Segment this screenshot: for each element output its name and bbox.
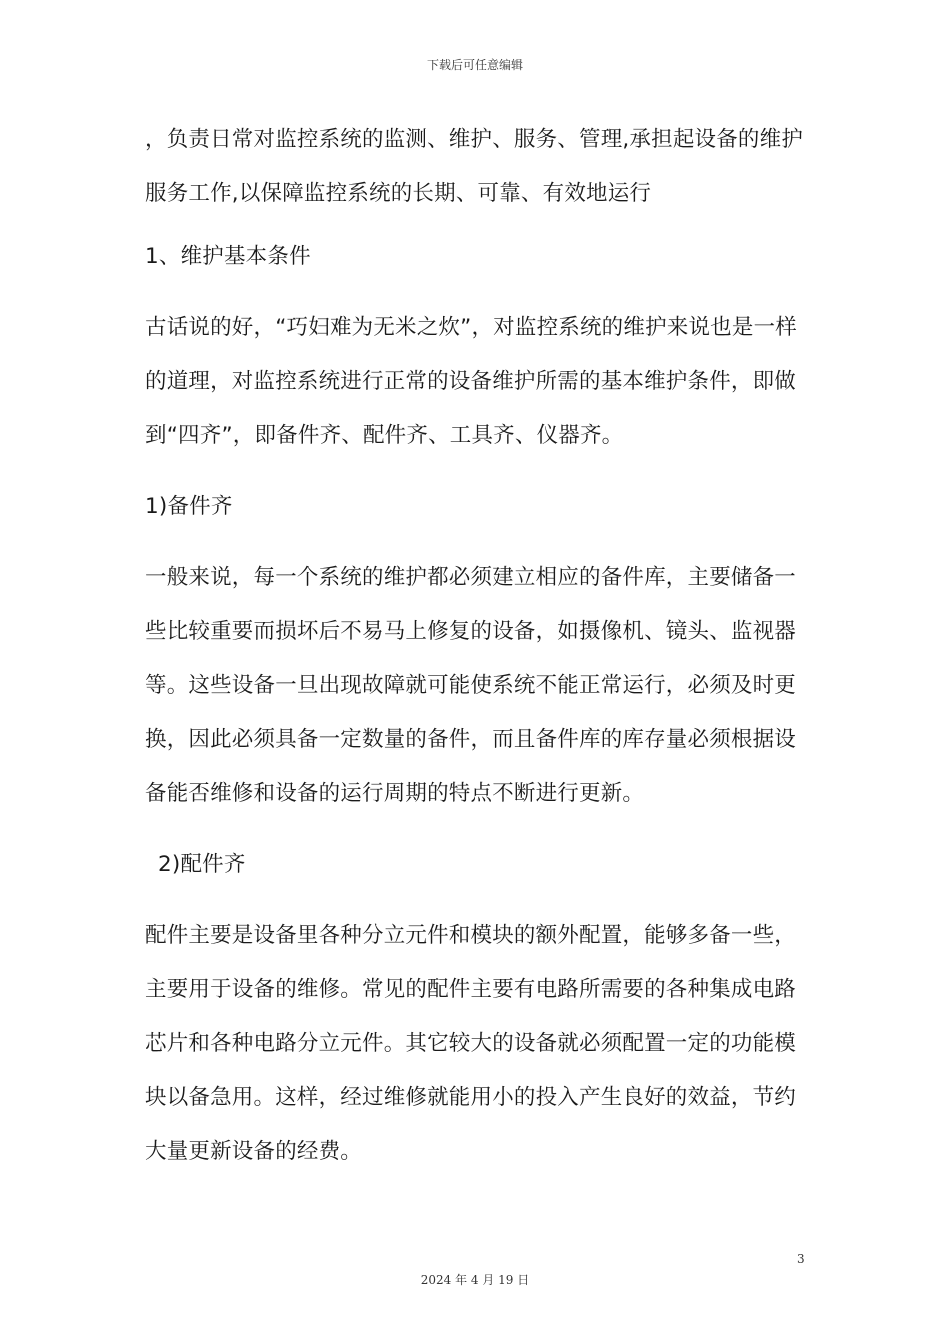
paragraph-intro: ，负责日常对监控系统的监测、维护、服务、管理,承担起设备的维护服务工作,以保障监控系统的长期、可靠、有效地运行 [145, 127, 804, 206]
paragraph-spare-parts: 一般来说，每一个系统的维护都必须建立相应的备件库，主要储备一些比较重要而损坏后不易马上修复的设备，如摄像机、镜头、监视器等。这些设备一旦出现故障就可能使系统不能正常运行，必须及时更换，因此必须具备一定数量的备件，而且备件库的库存量必须根据设备能否维修和设备的运行周期的特点不断进行更新。 [145, 565, 797, 806]
subheading-accessories: 2)配件齐 [158, 852, 246, 877]
page-footer-date: 2024 年 4 月 19 日 [420, 1273, 530, 1287]
document-body [145, 113, 810, 1196]
page-number: 3 [797, 1252, 805, 1266]
paragraph-four-complete: 古话说的好，“巧妇难为无米之炊”，对监控系统的维护来说也是一样的道理，对监控系统进行正常的设备维护所需的基本维护条件，即做到“四齐”，即备件齐、配件齐、工具齐、仪器齐。 [145, 315, 797, 448]
page-header: 下载后可任意编辑 [426, 58, 523, 72]
section-heading-maintenance-conditions: 1、维护基本条件 [145, 244, 311, 269]
paragraph-accessories: 配件主要是设备里各种分立元件和模块的额外配置，能够多备一些，主要用于设备的维修。常见的配件主要有电路所需要的各种集成电路芯片和各种电路分立元件。其它较大的设备就必须配置一定的功能模块以备急用。这样，经过维修就能用小的投入产生良好的效益，节约大量更新设备的经费。 [145, 923, 797, 1164]
subheading-spare-parts: 1)备件齐 [145, 494, 233, 519]
